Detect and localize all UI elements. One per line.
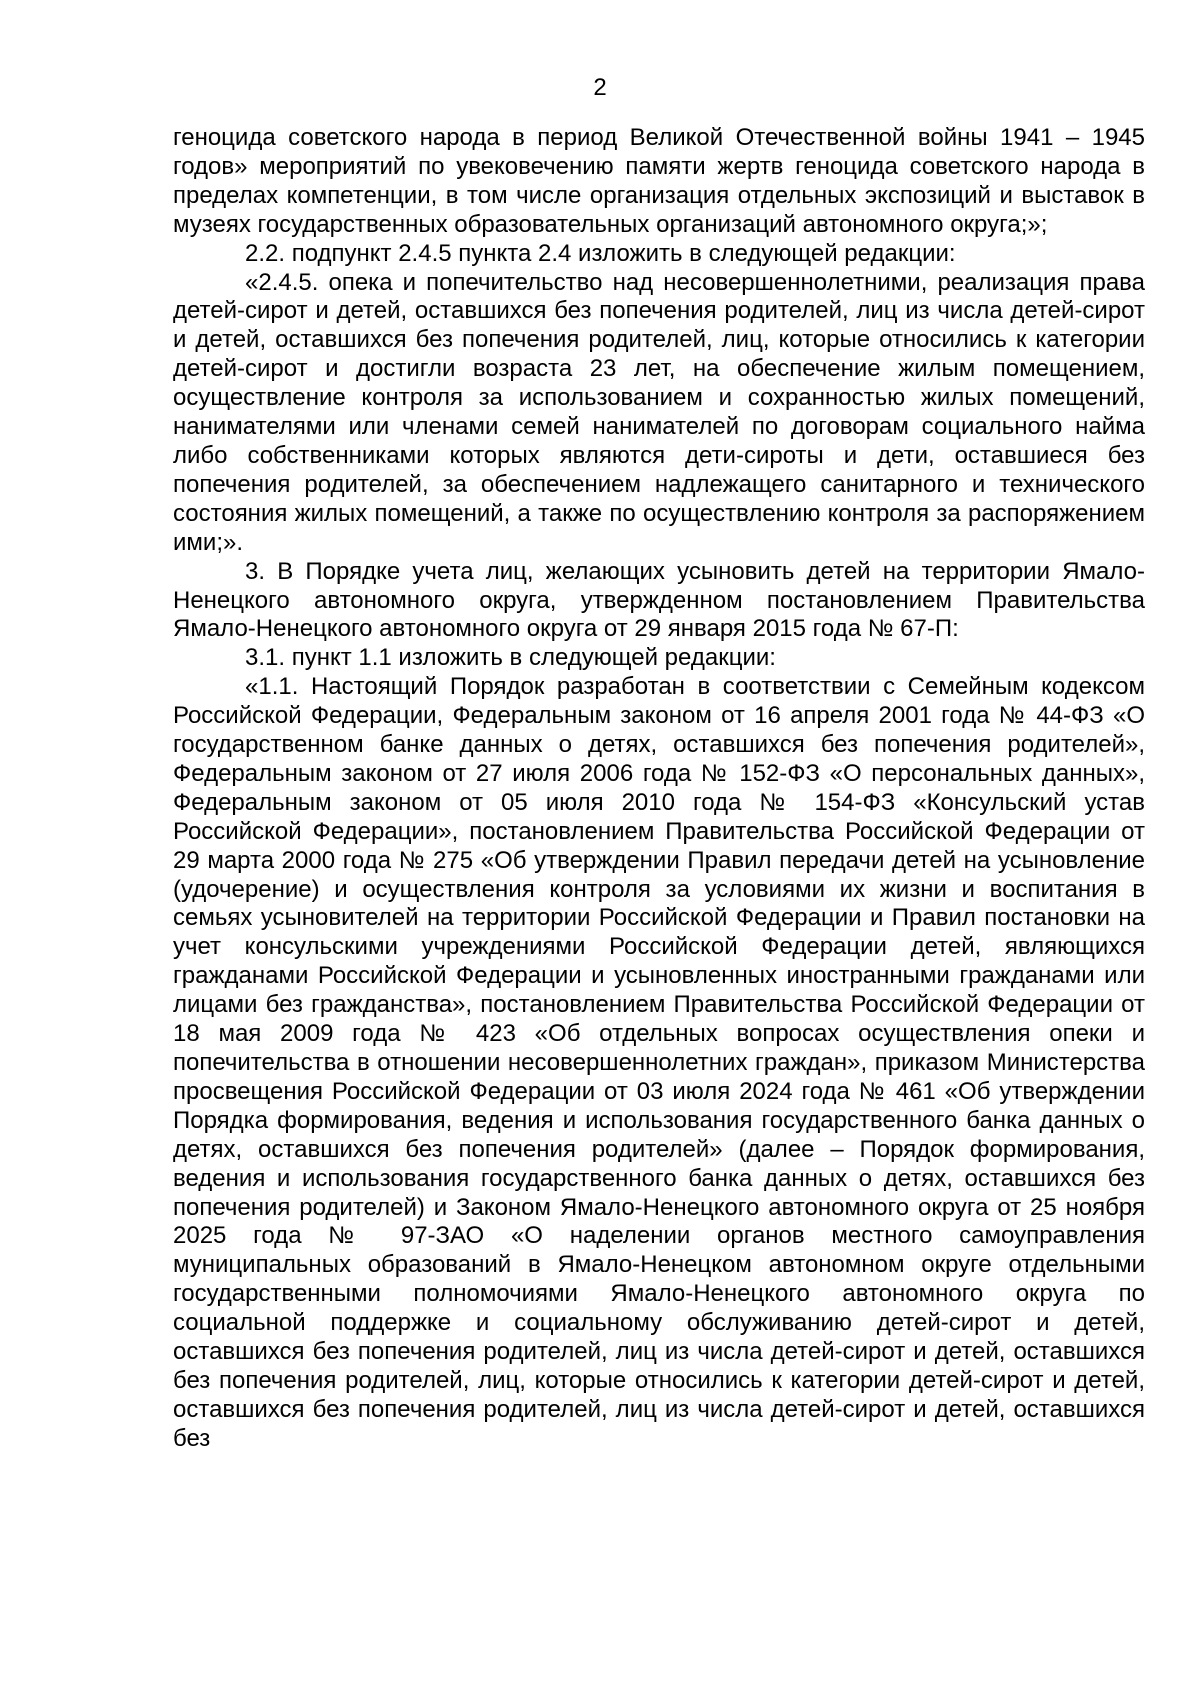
page-number: 2 — [593, 74, 607, 101]
paragraph: «1.1. Настоящий Порядок разработан в соответствии с Семейным кодексом Российской Федерации, Федеральным законом от 16 апреля 2001 года № 44-ФЗ «О государственном банке данных о детях, оставшихся без попечения родителей», Федеральным законом от 27 июля 2006 года № 152-ФЗ «О персональных данных», Федеральным законом от 05 июля 2010 года № 154-ФЗ «Консульский устав Российской Федерации», постановлением Правительства Российской Федерации от 29 марта 2000 года № 275 «Об утверждении Правил передачи детей на усыновление (удочерение) и осуществления контроля за условиями их жизни и воспитания в семьях усыновителей на территории Российской Федерации и Правил постановки на учет консульскими учреждениями Российской Федерации детей, являющихся гражданами Российской Федерации и усыновленных иностранными гражданами или лицами без гражданства», постановлением Правительства Российской Федерации от 18 мая 2009 года № 423 «Об отдельных вопросах осуществления опеки и попечительства в отношении несовершеннолетних граждан», приказом Министерства просвещения Российской Федерации от 03 июля 2024 года № 461 «Об утверждении Порядка формирования, ведения и использования государственного банка данных о детях, оставшихся без попечения родителей» (далее – Порядок формирования, ведения и использования государственного банка данных о детях, оставшихся без попечения родителей) и Законом Ямало-Ненецкого автономного округа от 25 ноября 2025 года № 97-ЗАО «О наделении органов местного самоуправления муниципальных образований в Ямало-Ненецком автономном округе отдельными государственными полномочиями Ямало-Ненецкого автономного округа по социальной поддержке и социальному обслуживанию детей-сирот и детей, оставшихся без попечения родителей, лиц из числа детей-сирот и детей, оставшихся без попечения родителей, лиц, которые относились к категории детей-сирот и детей, оставшихся без попечения родителей, лиц из числа детей-сирот и детей, оставшихся без — [173, 673, 1145, 1452]
paragraph: геноцида советского народа в период Великой Отечественной войны 1941 – 1945 годов» мероприятий по увековечению памяти жертв геноцида советского народа в пределах компетенции, в том числе организация отдельных экспозиций и выставок в музеях государственных образовательных организаций автономного округа;»; — [173, 124, 1145, 238]
document-body — [173, 124, 1145, 1454]
paragraph: 3.1. пункт 1.1 изложить в следующей редакции: — [245, 644, 776, 672]
paragraph: 3. В Порядке учета лиц, желающих усыновить детей на территории Ямало-Ненецкого автономного округа, утвержденном постановлением Правительства Ямало-Ненецкого автономного округа от 29 января 2015 года № 67-П: — [173, 557, 1145, 643]
paragraph: 2.2. подпункт 2.4.5 пункта 2.4 изложить в следующей редакции: — [245, 239, 956, 267]
paragraph: «2.4.5. опека и попечительство над несовершеннолетними, реализация права детей-сирот и детей, оставшихся без попечения родителей, лиц из числа детей-сирот и детей, оставшихся без попечения родителей, лиц, которые относились к категории детей-сирот и достигли возраста 23 лет, на обеспечение жилым помещением, осуществление контроля за использованием и сохранностью жилых помещений, нанимателями или членами семей нанимателей по договорам социального найма либо собственниками которых являются дети-сироты и дети, оставшиеся без попечения родителей, за обеспечением надлежащего санитарного и технического состояния жилых помещений, а также по осуществлению контроля за распоряжением ими;». — [173, 268, 1145, 556]
